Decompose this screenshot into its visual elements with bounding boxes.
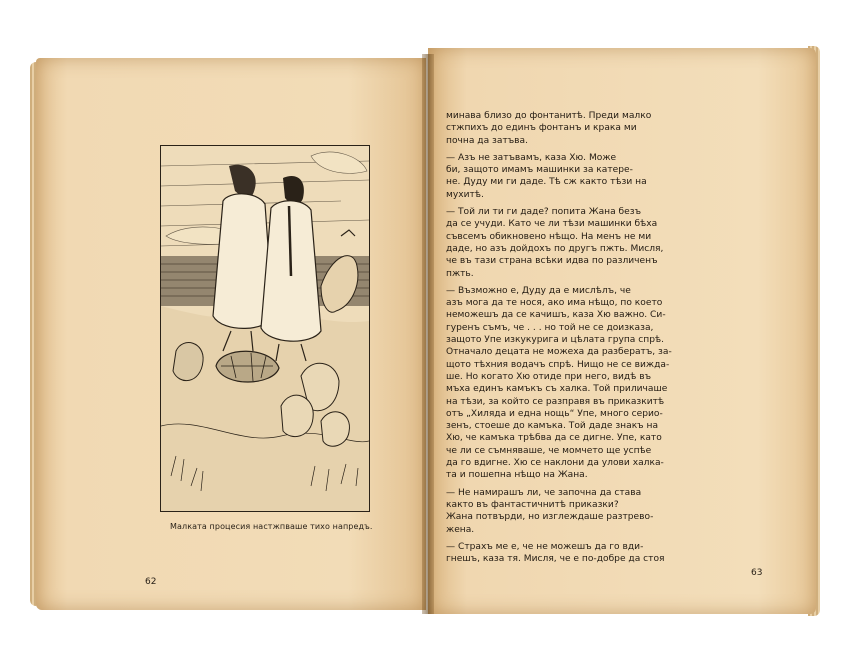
text-line: гуренъ съмъ, че . . . но той не се доизказа, xyxy=(446,322,654,333)
text-line: — Възможно е, Дуду да е мислѣлъ, че xyxy=(446,285,631,296)
text-line: та и пошепна нѣщо на Жана. xyxy=(446,470,588,481)
text-line: ше. Но когато Хю отиде при него, видѣ въ xyxy=(446,371,651,382)
illustration-drawing xyxy=(161,146,369,511)
book-gutter xyxy=(422,54,434,614)
text-line: зенъ, стоеше до камъка. Той даде знакъ на xyxy=(446,421,659,432)
text-line: — Страхъ ме е, че не можешъ да го вди- xyxy=(446,541,644,552)
illustration-caption: Малката процесия настжпваше тихо напредъ. xyxy=(170,522,373,531)
text-line: на тѣзи, за който се разправя въ приказкитѣ xyxy=(446,396,665,407)
text-line: гнешъ, каза тя. Мисля, че е по-добре да стоя xyxy=(446,554,665,565)
text-line: да го вдигне. Хю се наклони да улови халка- xyxy=(446,458,664,469)
text-line: даде, но азъ дойдохъ по другъ пжть. Мисля, xyxy=(446,243,664,254)
text-line: Хю, че камъка трѣбва да се дигне. Упе, като xyxy=(446,433,662,444)
text-line: — Не намирашъ ли, че започна да става xyxy=(446,487,642,498)
text-line: неможешъ да се качишъ, каза Хю важно. Си- xyxy=(446,310,666,321)
text-line: пжть. xyxy=(446,268,474,279)
illustration xyxy=(160,145,370,512)
text-line: би, защото имамъ машинки за катере- xyxy=(446,165,633,176)
text-line: защото Упе изкукурига и цѣлата група спрѣ. xyxy=(446,335,664,346)
text-line: азъ мога да те нося, ако има нѣщо, по което xyxy=(446,298,663,309)
text-line: не. Дуду ми ги даде. Тѣ сж както тѣзи на xyxy=(446,177,647,188)
text-line: почна да затъва. xyxy=(446,135,528,146)
text-line: както въ фантастичнитѣ приказки? xyxy=(446,499,619,510)
text-line: — Той ли ти ги даде? попита Жана безъ xyxy=(446,207,642,218)
text-line: да се учуди. Като че ли тѣзи машинки бѣха xyxy=(446,219,658,230)
text-line: — Азъ не затъвамъ, каза Хю. Може xyxy=(446,152,617,163)
left-page-number: 62 xyxy=(145,577,157,587)
text-line: че ли се съмняваше, че момчето ще успѣе xyxy=(446,445,652,456)
text-line: мухитѣ. xyxy=(446,189,484,200)
text-line: стжпихъ до единъ фонтанъ и крака ми xyxy=(446,123,637,134)
text-line: отъ „Хиляда и една нощь“ Упе, много серио- xyxy=(446,408,663,419)
text-line: Отначало децата не можеха да разбератъ, за- xyxy=(446,347,672,358)
text-line: щото тѣхния водачъ спрѣ. Нищо не се виждa- xyxy=(446,359,670,370)
text-line: мъха единъ камъкъ съ халка. Той приличаше xyxy=(446,384,668,395)
text-line: съвсемъ обикновено нѣщо. На менъ не ми xyxy=(446,231,652,242)
text-line: че въ тази страна всѣки идва по различенъ xyxy=(446,256,658,267)
text-line: жена. xyxy=(446,524,475,535)
text-line: Жана потвърди, но изглеждаше разтрево- xyxy=(446,512,654,523)
right-page-text xyxy=(446,110,756,565)
text-line: минава близо до фонтанитѣ. Преди малко xyxy=(446,111,652,121)
right-page-number: 63 xyxy=(751,568,763,578)
